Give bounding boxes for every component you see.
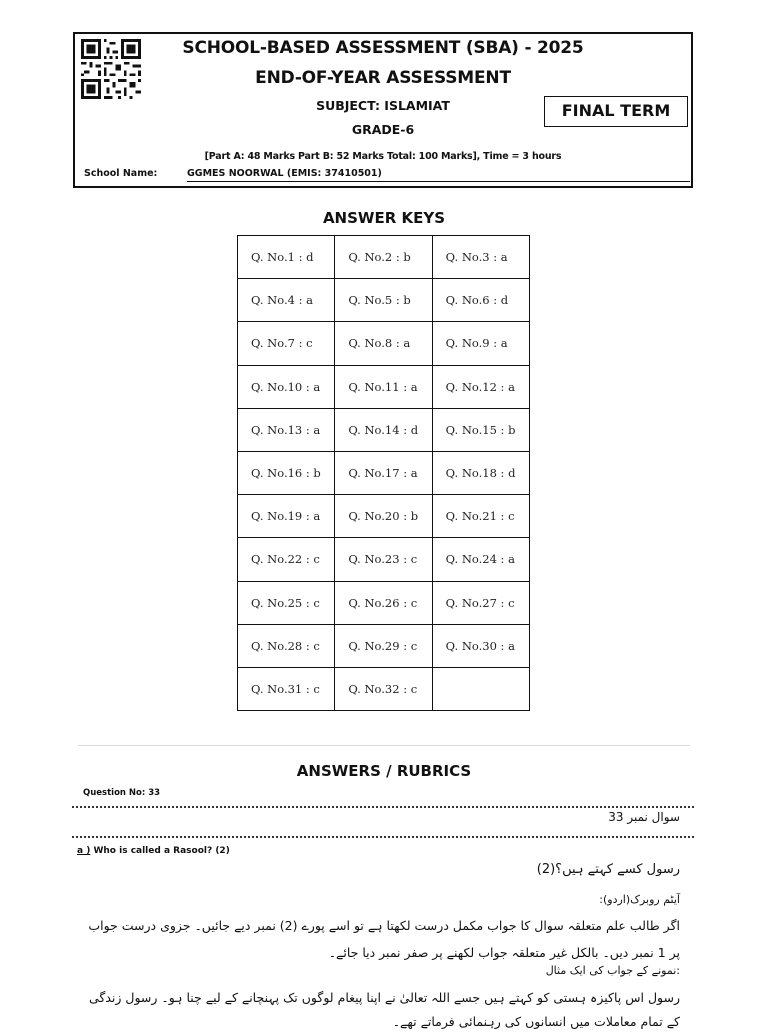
answer-key-cell: Q. No.32 : c xyxy=(335,667,432,710)
question-a-urdu: رسول کسے کہتے ہیں؟(2) xyxy=(536,862,680,877)
answer-key-cell: Q. No.13 : a xyxy=(238,408,335,451)
answer-key-row xyxy=(238,624,530,667)
answer-keys-table xyxy=(237,235,530,711)
answer-key-cell: Q. No.15 : b xyxy=(432,408,529,451)
answer-key-row xyxy=(238,667,530,710)
answer-key-cell: Q. No.9 : a xyxy=(432,322,529,365)
final-term-badge: FINAL TERM xyxy=(544,96,688,127)
assessment-title: SCHOOL-BASED ASSESSMENT (SBA) - 2025 xyxy=(182,38,584,58)
answer-key-row xyxy=(238,408,530,451)
marks-info: [Part A: 48 Marks Part B: 52 Marks Total: 100 Marks], Time = 3 hours xyxy=(204,151,562,162)
answer-key-cell: Q. No.31 : c xyxy=(238,667,335,710)
answer-key-row xyxy=(238,236,530,279)
answer-key-cell: Q. No.4 : a xyxy=(238,279,335,322)
answer-key-cell: Q. No.20 : b xyxy=(335,495,432,538)
answer-key-row xyxy=(238,451,530,494)
answer-key-row xyxy=(238,581,530,624)
answer-key-cell: Q. No.26 : c xyxy=(335,581,432,624)
sample-answer-heading: :نمونے کے جواب کی ایک مثال xyxy=(545,964,680,977)
answer-key-cell: Q. No.21 : c xyxy=(432,495,529,538)
answer-key-cell: Q. No.27 : c xyxy=(432,581,529,624)
rubric-body: اگر طالب علم متعلقہ سوال کا جواب مکمل درست لکھتا ہے تو اسے پورے (2) نمبر دیے جائیں۔ جزوی درست جواب پر 1 نمبر دیں۔ بالکل غیر متعلقہ جواب لکھنے پر صفر نمبر دیا جائے۔ xyxy=(88,918,680,960)
answer-key-cell: Q. No.7 : c xyxy=(238,322,335,365)
answer-key-row xyxy=(238,495,530,538)
sawal-number-urdu: سوال نمبر 33 xyxy=(608,810,680,824)
answer-key-cell: Q. No.16 : b xyxy=(238,451,335,494)
school-name-value: GGMES NOORWAL (EMIS: 37410501) xyxy=(187,168,690,182)
answer-key-cell: Q. No.10 : a xyxy=(238,365,335,408)
answer-key-row xyxy=(238,322,530,365)
dotted-divider xyxy=(72,836,694,838)
section-divider xyxy=(78,745,690,746)
answer-key-row xyxy=(238,538,530,581)
grade-label: GRADE-6 xyxy=(351,122,415,137)
answer-key-cell: Q. No.2 : b xyxy=(335,236,432,279)
assessment-subtitle: END-OF-YEAR ASSESSMENT xyxy=(255,68,511,88)
answer-key-cell: Q. No.11 : a xyxy=(335,365,432,408)
rubrics-title: ANSWERS / RUBRICS xyxy=(296,762,472,780)
question-a-english xyxy=(77,846,230,856)
header-box xyxy=(73,32,693,188)
answer-key-cell: Q. No.18 : d xyxy=(432,451,529,494)
answer-keys-title: ANSWER KEYS xyxy=(322,209,446,227)
answer-key-cell: Q. No.14 : d xyxy=(335,408,432,451)
answer-key-cell: Q. No.28 : c xyxy=(238,624,335,667)
answer-key-cell: Q. No.17 : a xyxy=(335,451,432,494)
rubric-heading: آیٹم روبرک(اردو): xyxy=(599,893,680,906)
school-name-label: School Name: xyxy=(84,168,158,179)
question-number: Question No: 33 xyxy=(83,788,161,798)
answer-key-cell: Q. No.24 : a xyxy=(432,538,529,581)
subject-label: SUBJECT: ISLAMIAT xyxy=(316,98,450,113)
answer-key-cell: Q. No.19 : a xyxy=(238,495,335,538)
answer-key-cell: Q. No.25 : c xyxy=(238,581,335,624)
answer-key-cell: Q. No.12 : a xyxy=(432,365,529,408)
answer-key-cell: Q. No.23 : c xyxy=(335,538,432,581)
question-a-marker: a ) xyxy=(77,846,91,856)
answer-key-cell: Q. No.22 : c xyxy=(238,538,335,581)
answer-key-empty-cell xyxy=(432,667,529,710)
answer-key-cell: Q. No.5 : b xyxy=(335,279,432,322)
answer-key-row xyxy=(238,279,530,322)
answer-key-cell: Q. No.30 : a xyxy=(432,624,529,667)
answer-key-cell: Q. No.29 : c xyxy=(335,624,432,667)
sample-answer-body: رسول اس پاکیزہ ہستی کو کہتے ہیں جسے اللہ تعالیٰ نے اپنا پیغام لوگوں تک پہنچانے کے لیے چنا ہو۔ رسول زندگی کے تمام معاملات میں انسانوں کی رہنمائی فرماتے تھے۔ xyxy=(88,990,680,1029)
answer-key-row xyxy=(238,365,530,408)
dotted-divider xyxy=(72,806,694,808)
answer-key-cell: Q. No.6 : d xyxy=(432,279,529,322)
answer-key-cell: Q. No.3 : a xyxy=(432,236,529,279)
answer-key-cell: Q. No.8 : a xyxy=(335,322,432,365)
answer-key-cell: Q. No.1 : d xyxy=(238,236,335,279)
question-a-text: Who is called a Rasool? (2) xyxy=(90,846,230,856)
